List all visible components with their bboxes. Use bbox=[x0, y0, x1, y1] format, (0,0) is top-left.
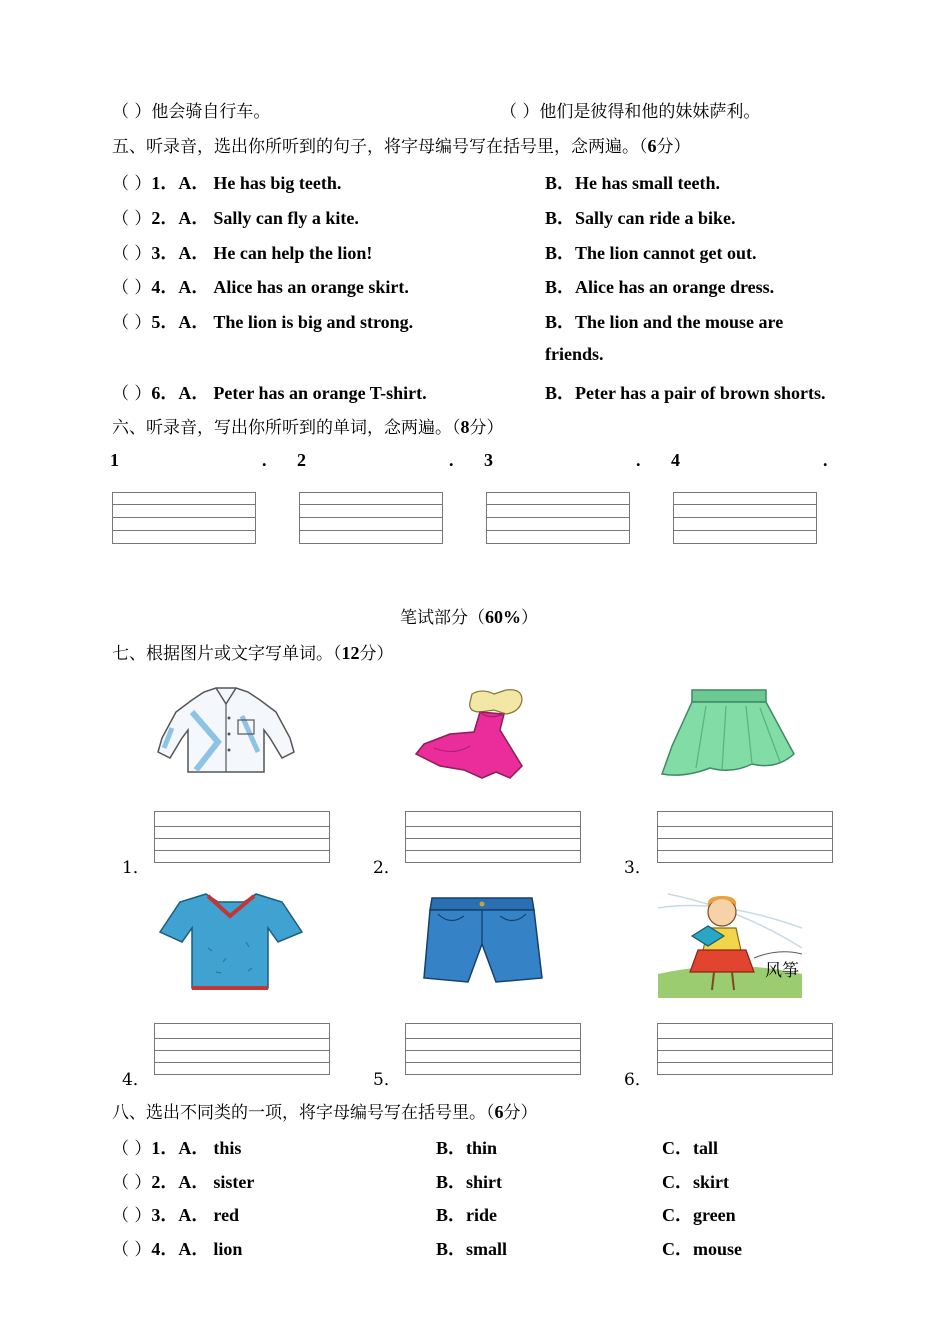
s8-item-1 bbox=[112, 1134, 241, 1160]
item-number: 3．A． bbox=[151, 243, 210, 263]
s7-writing-lines-1[interactable] bbox=[154, 811, 330, 863]
s8-item-2-b bbox=[436, 1168, 502, 1194]
s7-label-1: 1． bbox=[122, 858, 150, 878]
s5-item-3 bbox=[112, 239, 372, 265]
option-b-label: B． bbox=[436, 1239, 467, 1259]
option-a: this bbox=[213, 1138, 242, 1158]
s7-writing-lines-4[interactable] bbox=[154, 1023, 330, 1075]
option-b: shirt bbox=[466, 1172, 503, 1192]
option-b: The lion and the mouse are bbox=[575, 312, 784, 332]
option-a: Sally can fly a kite. bbox=[213, 208, 359, 228]
item-number: 4．A． bbox=[151, 277, 210, 297]
section8-heading-text: 八、选出不同类的一项，将字母编号写在括号里。（ bbox=[112, 1103, 495, 1123]
option-c: tall bbox=[693, 1138, 718, 1158]
kite-picture bbox=[658, 888, 802, 998]
s6-num-1: 1 bbox=[110, 450, 119, 470]
item-number: 1．A． bbox=[151, 173, 210, 193]
s5-item-2 bbox=[112, 204, 359, 230]
section8-heading bbox=[112, 1098, 538, 1123]
written-part-title-end: ） bbox=[521, 608, 538, 628]
option-b-label: B． bbox=[436, 1172, 467, 1192]
s6-writing-lines-4[interactable] bbox=[673, 492, 817, 544]
s7-label-6: 6． bbox=[624, 1070, 652, 1090]
answer-paren[interactable]: （ ） bbox=[112, 384, 152, 404]
option-b-label: B． bbox=[545, 173, 576, 193]
option-c: mouse bbox=[693, 1239, 742, 1259]
s8-item-3 bbox=[112, 1201, 239, 1227]
s5-item-2-b bbox=[545, 204, 736, 230]
answer-paren[interactable]: （ ） bbox=[112, 1139, 152, 1159]
item-number: 3．A． bbox=[151, 1205, 210, 1225]
option-b: The lion cannot get out. bbox=[575, 243, 757, 263]
s6-dot-3: . bbox=[636, 450, 641, 470]
s5-item-6 bbox=[112, 379, 427, 405]
item-number: 1．A． bbox=[151, 1138, 210, 1158]
s6-num-3: 3 bbox=[484, 450, 493, 470]
section5-points: 6 bbox=[647, 136, 657, 156]
section8-heading-end: 分） bbox=[503, 1103, 538, 1123]
s7-label-5: 5． bbox=[373, 1070, 401, 1090]
answer-paren[interactable]: （ ） bbox=[112, 313, 152, 333]
section6-heading-text: 六、听录音，写出你所听到的单词，念两遍。（ bbox=[112, 418, 461, 438]
item-number: 4．A． bbox=[151, 1239, 210, 1259]
option-b: Sally can ride a bike. bbox=[575, 208, 736, 228]
option-a: Alice has an orange skirt. bbox=[213, 277, 409, 297]
option-b: Alice has an orange dress. bbox=[575, 277, 775, 297]
s7-label-3: 3． bbox=[624, 858, 652, 878]
s7-writing-lines-5[interactable] bbox=[405, 1023, 581, 1075]
s5-item-1-b bbox=[545, 169, 720, 195]
option-c-label: C． bbox=[662, 1138, 693, 1158]
s5-item-5 bbox=[112, 308, 413, 334]
answer-paren[interactable]: （ ） bbox=[112, 1240, 152, 1260]
option-b-label: B． bbox=[545, 243, 576, 263]
s6-writing-lines-2[interactable] bbox=[299, 492, 443, 544]
section7-heading bbox=[112, 639, 394, 664]
item-number: 5．A． bbox=[151, 312, 210, 332]
option-a: lion bbox=[213, 1239, 243, 1259]
option-c: green bbox=[693, 1205, 736, 1225]
s5-item-1 bbox=[112, 169, 341, 195]
answer-paren[interactable]: （ ） bbox=[112, 174, 152, 194]
s8-item-3-c bbox=[662, 1201, 736, 1227]
s5-item-3-b bbox=[545, 239, 757, 265]
option-b-label: B． bbox=[545, 383, 576, 403]
option-b: small bbox=[466, 1239, 508, 1259]
answer-paren[interactable]: （ ） bbox=[112, 1173, 152, 1193]
option-b: Peter has a pair of brown shorts. bbox=[575, 383, 826, 403]
s7-label-4: 4． bbox=[122, 1070, 150, 1090]
section6-heading bbox=[112, 413, 504, 438]
section5-heading bbox=[112, 132, 691, 157]
option-c: skirt bbox=[693, 1172, 729, 1192]
s8-item-1-c bbox=[662, 1134, 718, 1160]
s8-item-4-c bbox=[662, 1235, 742, 1261]
section5-heading-text: 五、听录音，选出你所听到的句子，将字母编号写在括号里，念两遍。（ bbox=[112, 137, 648, 157]
section6-points: 8 bbox=[460, 417, 470, 437]
written-part-percent: 60% bbox=[485, 607, 521, 627]
s7-writing-lines-3[interactable] bbox=[657, 811, 833, 863]
s8-item-4 bbox=[112, 1235, 242, 1261]
option-c-label: C． bbox=[662, 1172, 693, 1192]
s8-item-3-b bbox=[436, 1201, 497, 1227]
answer-paren[interactable]: （ ） bbox=[112, 209, 152, 229]
option-c-label: C． bbox=[662, 1205, 693, 1225]
written-part-title bbox=[400, 603, 538, 628]
tshirt-picture bbox=[156, 888, 308, 994]
s8-item-2-c bbox=[662, 1168, 729, 1194]
option-a: He has big teeth. bbox=[213, 173, 342, 193]
item-number: 2．A． bbox=[151, 208, 210, 228]
shorts-picture bbox=[420, 890, 546, 990]
kite-caption: 风筝 bbox=[765, 961, 799, 981]
s8-item-1-b bbox=[436, 1134, 497, 1160]
written-part-title-text: 笔试部分（ bbox=[400, 608, 485, 628]
s8-item-4-b bbox=[436, 1235, 507, 1261]
option-b-label: B． bbox=[545, 277, 576, 297]
option-b-label: B． bbox=[545, 312, 576, 332]
answer-paren[interactable]: （ ） bbox=[112, 278, 152, 298]
s6-writing-lines-3[interactable] bbox=[486, 492, 630, 544]
option-b: thin bbox=[466, 1138, 498, 1158]
dress-picture bbox=[410, 686, 550, 782]
s5-item-4 bbox=[112, 273, 409, 299]
section7-heading-text: 七、根据图片或文字写单词。（ bbox=[112, 644, 342, 664]
s6-writing-lines-1[interactable] bbox=[112, 492, 256, 544]
option-b: ride bbox=[466, 1205, 498, 1225]
s7-writing-lines-2[interactable] bbox=[405, 811, 581, 863]
option-a: sister bbox=[213, 1172, 255, 1192]
section8-points: 6 bbox=[494, 1102, 504, 1122]
option-b: He has small teeth. bbox=[575, 173, 720, 193]
s5-item-5-b bbox=[545, 308, 783, 334]
shirt-picture bbox=[152, 682, 298, 778]
q-bike-left: （ ）他会骑自行车。 bbox=[112, 102, 271, 122]
answer-paren[interactable]: （ ） bbox=[112, 1206, 152, 1226]
answer-paren[interactable]: （ ） bbox=[112, 244, 152, 264]
s6-num-2: 2 bbox=[297, 450, 306, 470]
option-a: red bbox=[213, 1205, 240, 1225]
item-number: 6．A． bbox=[151, 383, 210, 403]
option-c-label: C． bbox=[662, 1239, 693, 1259]
option-a: The lion is big and strong. bbox=[213, 312, 414, 332]
skirt-picture bbox=[656, 684, 800, 784]
s5-item-5-b-cont: friends. bbox=[545, 344, 604, 364]
s5-item-4-b bbox=[545, 273, 774, 299]
option-a: He can help the lion! bbox=[213, 243, 373, 263]
option-b-label: B． bbox=[545, 208, 576, 228]
option-a: Peter has an orange T-shirt. bbox=[213, 383, 427, 403]
section7-points: 12 bbox=[341, 643, 360, 663]
s7-label-2: 2． bbox=[373, 858, 401, 878]
option-b-label: B． bbox=[436, 1205, 467, 1225]
section5-heading-end: 分） bbox=[656, 137, 691, 157]
s7-writing-lines-6[interactable] bbox=[657, 1023, 833, 1075]
q-siblings-right: （ ）他们是彼得和他的妹妹萨利。 bbox=[500, 102, 761, 122]
section7-heading-end: 分） bbox=[359, 644, 394, 664]
s6-dot-1: . bbox=[262, 450, 267, 470]
item-number: 2．A． bbox=[151, 1172, 210, 1192]
s6-dot-4: . bbox=[823, 450, 828, 470]
s6-dot-2: . bbox=[449, 450, 454, 470]
s8-item-2 bbox=[112, 1168, 254, 1194]
section6-heading-end: 分） bbox=[469, 418, 504, 438]
option-b-label: B． bbox=[436, 1138, 467, 1158]
s5-item-6-b bbox=[545, 379, 826, 405]
s6-num-4: 4 bbox=[671, 450, 680, 470]
